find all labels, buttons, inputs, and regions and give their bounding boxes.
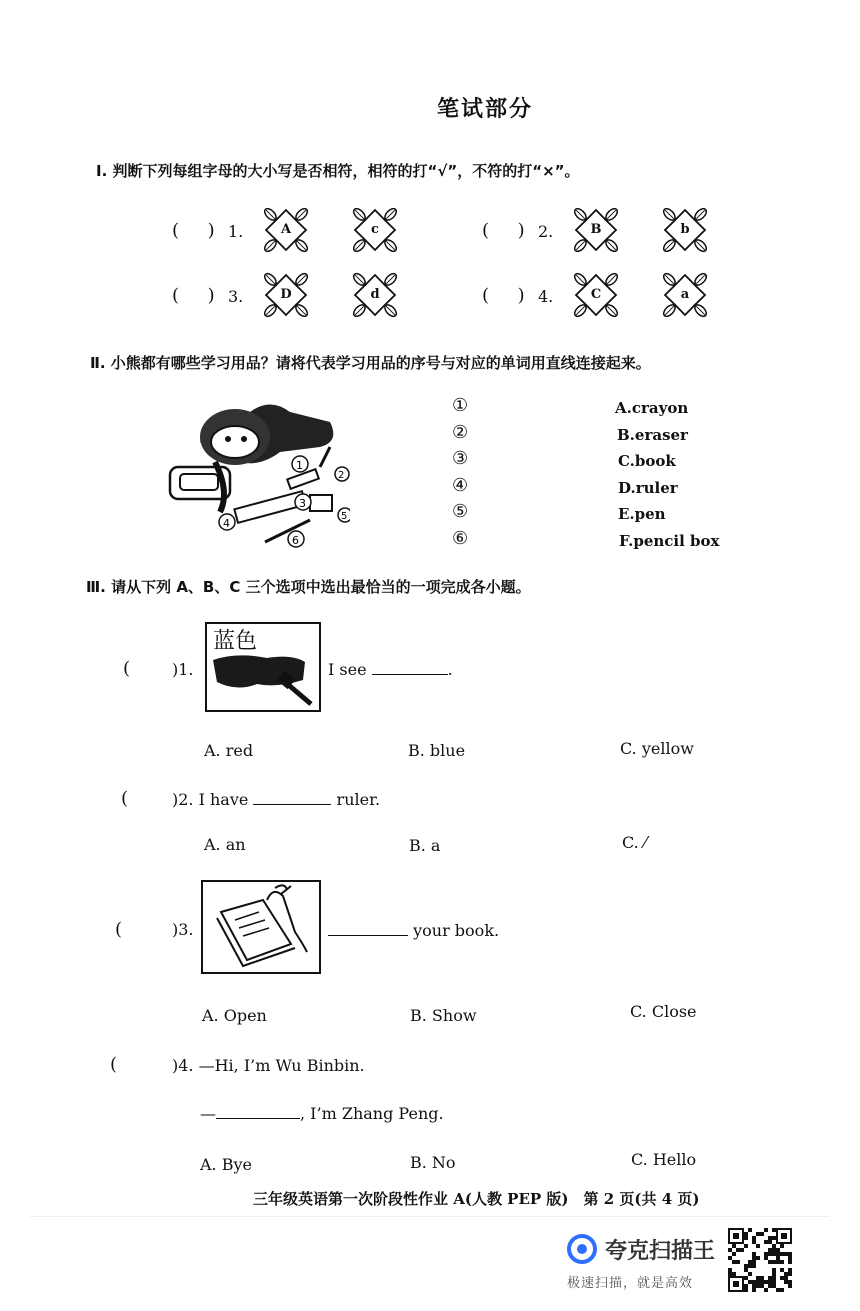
letter-lower: d <box>370 287 380 302</box>
page-title: 笔试部分 <box>436 97 533 122</box>
letter-upper: A <box>280 222 292 237</box>
match-word[interactable]: A.crayon <box>615 399 689 417</box>
letter-upper: C <box>590 287 602 302</box>
option-a[interactable]: A. Open <box>202 1006 267 1025</box>
option-c[interactable]: C. yellow <box>620 739 694 758</box>
option-a[interactable]: A. red <box>204 741 254 760</box>
item-number: 2. <box>538 222 554 241</box>
answer-paren[interactable]: ( ) <box>482 285 525 306</box>
open-book-image <box>201 880 321 974</box>
match-number[interactable]: ④ <box>452 474 469 496</box>
footer-divider <box>30 1216 830 1217</box>
svg-text:5: 5 <box>341 511 348 522</box>
page-footer: 三年级英语第一次阶段性作业 A(人教 PEP 版) 第 2 页(共 4 页) <box>253 1190 700 1208</box>
option-b[interactable]: B. Show <box>410 1006 477 1025</box>
image-label: 蓝色 <box>213 629 258 654</box>
option-b[interactable]: B. blue <box>408 741 466 760</box>
leaf-frame-icon <box>568 267 624 323</box>
answer-blank[interactable] <box>328 934 408 936</box>
answer-paren[interactable]: ( <box>110 1054 118 1075</box>
answer-paren[interactable]: ( <box>123 658 131 679</box>
match-word[interactable]: F.pencil box <box>619 531 720 550</box>
svg-text:2: 2 <box>338 470 345 481</box>
leaf-frame-icon <box>657 267 713 323</box>
option-c[interactable]: C. Close <box>630 1002 697 1021</box>
match-number[interactable]: ③ <box>452 448 469 470</box>
svg-text:3: 3 <box>299 497 306 510</box>
sentence-text: ruler. <box>336 790 381 809</box>
match-word[interactable]: C.book <box>618 452 676 471</box>
match-number[interactable]: ① <box>452 395 469 416</box>
match-number[interactable]: ② <box>452 421 469 443</box>
item-number: 4. <box>538 287 554 306</box>
blue-paint-image <box>205 622 321 712</box>
leaf-frame-icon <box>347 202 403 258</box>
item-number: 1. <box>228 222 244 241</box>
match-number[interactable]: ⑥ <box>452 527 469 549</box>
answer-paren[interactable]: ( ) <box>172 220 215 241</box>
option-b[interactable]: B. No <box>410 1153 456 1172</box>
answer-paren[interactable]: ( <box>121 788 129 809</box>
answer-paren[interactable]: ( ) <box>482 220 525 241</box>
answer-blank[interactable] <box>253 803 331 805</box>
quark-logo-icon <box>567 1234 597 1264</box>
dash: — <box>200 1104 216 1123</box>
question-number: )2. I have <box>172 790 249 809</box>
letter-upper: D <box>280 287 292 302</box>
leaf-frame-icon <box>568 202 624 258</box>
watermark-slogan: 极速扫描，就是高效 <box>567 1276 694 1291</box>
watermark-brand: 夸克扫描王 <box>605 1239 716 1264</box>
section-3-heading: Ⅲ. 请从下列 A、B、C 三个选项中选出最恰当的一项完成各小题。 <box>86 578 531 596</box>
question-number: )3. <box>172 920 194 939</box>
option-a[interactable]: A. Bye <box>200 1155 252 1174</box>
section-1-heading: Ⅰ. 判断下列每组字母的大小写是否相符，相符的打“√”，不符的打“×”。 <box>96 162 580 180</box>
leaf-frame-icon <box>657 202 713 258</box>
leaf-frame-icon <box>258 202 314 258</box>
answer-paren[interactable]: ( <box>115 919 123 940</box>
section-2-heading: Ⅱ. 小熊都有哪些学习用品？请将代表学习用品的序号与对应的单词用直线连接起来。 <box>90 354 651 372</box>
match-word[interactable]: D.ruler <box>618 478 678 497</box>
option-c[interactable]: C. ⁄ <box>622 833 647 852</box>
item-number: 3. <box>228 287 244 306</box>
letter-upper: B <box>590 222 602 237</box>
letter-lower: c <box>371 222 379 237</box>
qr-code-icon <box>728 1228 792 1292</box>
letter-lower: a <box>680 287 690 302</box>
answer-paren[interactable]: ( ) <box>172 285 215 306</box>
answer-blank[interactable] <box>372 673 448 675</box>
sentence-text: your book. <box>413 921 500 940</box>
leaf-frame-icon <box>347 267 403 323</box>
option-b[interactable]: B. a <box>409 836 441 855</box>
question-number: )1. <box>172 660 194 679</box>
answer-blank[interactable] <box>216 1117 300 1119</box>
svg-text:1: 1 <box>296 459 303 472</box>
sentence-text: I see <box>328 660 367 679</box>
match-word[interactable]: B.eraser <box>617 425 688 444</box>
sentence-text: , I’m Zhang Peng. <box>300 1104 444 1123</box>
leaf-frame-icon <box>258 267 314 323</box>
option-c[interactable]: C. Hello <box>631 1150 697 1169</box>
bear-with-school-things-illustration <box>160 392 350 552</box>
match-number[interactable]: ⑤ <box>452 501 469 523</box>
svg-text:6: 6 <box>292 534 299 547</box>
question-number: )4. —Hi, I’m Wu Binbin. <box>172 1056 365 1075</box>
letter-lower: b <box>680 222 690 237</box>
option-a[interactable]: A. an <box>204 835 246 854</box>
sentence-end: . <box>447 660 453 679</box>
match-word[interactable]: E.pen <box>618 505 666 524</box>
svg-text:4: 4 <box>223 517 230 530</box>
